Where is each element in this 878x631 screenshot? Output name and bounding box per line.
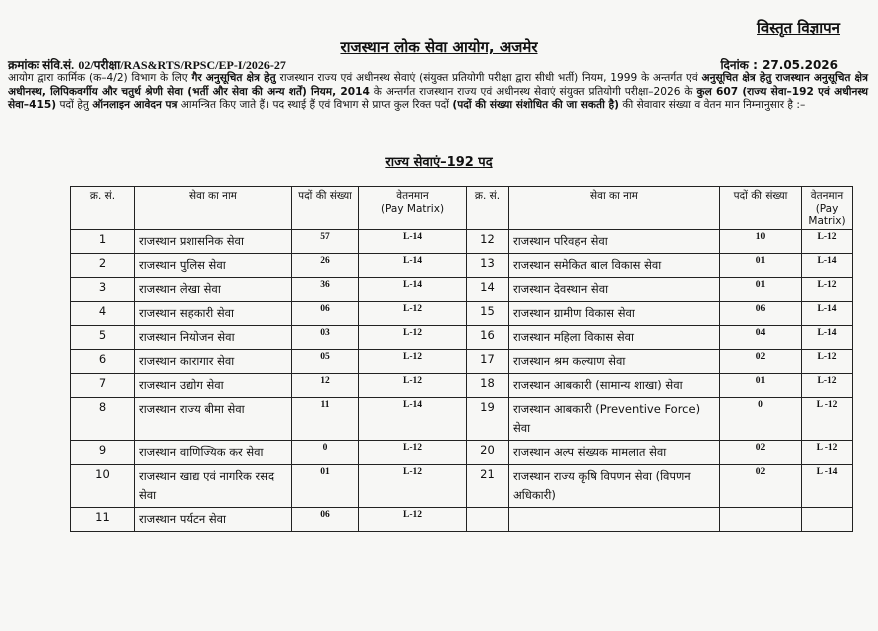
header-sn: क्र. सं. [467,187,509,230]
cell-pay: L-12 [359,508,467,532]
cell-sn: 10 [71,465,135,508]
cell-posts: 01 [292,465,359,508]
header-posts: पदों की संख्या [292,187,359,230]
intro-text: आमन्त्रित किए जाते हैं। पद स्थाई हैं एवं विभाग से प्राप्त कुल रिक्त पदों [180,99,449,112]
cell-sn: 9 [71,441,135,465]
cell-pay: L -12 [802,398,853,441]
table-row [71,374,853,398]
table-row [71,302,853,326]
intro-text: के अन्तर्गत राजस्थान राज्य एवं अधीनस्थ सेवाएं संयुक्त प्रतियोगी परीक्षा–2026 के [373,85,693,98]
cell-service-name: राजस्थान श्रम कल्याण सेवा [509,350,720,374]
cell-sn: 7 [71,374,135,398]
table-row [71,441,853,465]
cell-sn: 2 [71,254,135,278]
commission-title: राजस्थान लोक सेवा आयोग, अजमेर [340,38,538,56]
cell-sn: 6 [71,350,135,374]
cell-posts [720,508,802,532]
header-pay-label: वेतनमान [396,190,429,202]
table-row [71,350,853,374]
cell-sn: 17 [467,350,509,374]
cell-service-name: राजस्थान समेकित बाल विकास सेवा [509,254,720,278]
cell-service-name: राजस्थान देवस्थान सेवा [509,278,720,302]
section-title: राज्य सेवाएं–192 पद [385,155,493,170]
cell-posts: 10 [720,230,802,254]
cell-pay: L-14 [802,254,853,278]
cell-posts: 01 [720,278,802,302]
posts-table [70,186,853,532]
cell-pay: L-14 [359,230,467,254]
intro-bold: ऑनलाइन आवेदन पत्र [92,99,178,112]
table-row [71,465,853,508]
cell-service-name: राजस्थान ग्रामीण विकास सेवा [509,302,720,326]
intro-bold: अनुसूचित क्षेत्र हेतु राजस्थान अनुसूचित क्षेत्र अधीनस्थ, लिपिकवर्गीय और चतुर्थ श्रेणी सेवा (भर्ती और सेवा की अन्य शर्तें) नियम, 2014 [8,72,868,98]
cell-pay: L-14 [359,278,467,302]
cell-sn: 1 [71,230,135,254]
cell-posts: 11 [292,398,359,441]
intro-bold: कुल 607 (राज्य सेवा–192 एवं अधीनस्थ सेवा–415) [8,85,869,112]
header-sn: क्र. सं. [71,187,135,230]
cell-pay: L-14 [359,398,467,441]
intro-bold: गैर अनुसूचित क्षेत्र हेतु [191,72,276,84]
table-row [71,326,853,350]
cell-service-name: राजस्थान राज्य कृषि विपणन सेवा (विपणन अधिकारी) [509,465,720,508]
cell-posts: 06 [720,302,802,326]
cell-posts: 02 [720,350,802,374]
header-pay [359,187,467,230]
cell-sn: 12 [467,230,509,254]
cell-service-name: राजस्थान राज्य बीमा सेवा [135,398,292,441]
cell-pay: L -12 [802,441,853,465]
cell-pay: L-12 [359,465,467,508]
cell-pay: L-12 [359,350,467,374]
table-row [71,230,853,254]
cell-posts: 0 [720,398,802,441]
cell-service-name: राजस्थान महिला विकास सेवा [509,326,720,350]
intro-bold: (पदों की संख्या संशोधित की जा सकती है) [452,99,619,112]
table-row [71,508,853,532]
cell-service-name: राजस्थान पर्यटन सेवा [135,508,292,532]
cell-pay: L-12 [359,374,467,398]
cell-posts: 02 [720,441,802,465]
cell-service-name: राजस्थान सहकारी सेवा [135,302,292,326]
cell-sn: 16 [467,326,509,350]
cell-posts: 26 [292,254,359,278]
reference-line [8,56,286,73]
cell-posts: 05 [292,350,359,374]
cell-posts: 0 [292,441,359,465]
cell-pay [802,508,853,532]
cell-sn: 20 [467,441,509,465]
cell-pay: L-12 [359,302,467,326]
date-line [720,56,838,73]
cell-posts: 03 [292,326,359,350]
cell-pay: L -14 [802,465,853,508]
cell-pay: L-12 [359,326,467,350]
cell-service-name [509,508,720,532]
cell-sn: 19 [467,398,509,441]
table-row [71,254,853,278]
cell-pay: L-14 [802,326,853,350]
cell-service-name: राजस्थान कारागार सेवा [135,350,292,374]
cell-service-name: राजस्थान पुलिस सेवा [135,254,292,278]
cell-posts: 02 [720,465,802,508]
header-pay-sub: (Pay Matrix) [808,203,846,227]
header-pay-label: वेतनमान [810,190,844,202]
cell-pay: L-12 [802,230,853,254]
intro-text: राजस्थान राज्य एवं अधीनस्थ सेवाएं (संयुक्त प्रतियोगी परीक्षा द्वारा सीधी भर्ती) नियम, 1999 के अन्तर्गत एवं [279,72,698,84]
cell-service-name: राजस्थान उद्योग सेवा [135,374,292,398]
intro-paragraph [8,72,868,113]
cell-posts: 06 [292,508,359,532]
cell-posts: 12 [292,374,359,398]
cell-service-name: राजस्थान अल्प संख्यक मामलात सेवा [509,441,720,465]
cell-sn: 21 [467,465,509,508]
cell-pay: L-12 [359,441,467,465]
cell-service-name: राजस्थान आबकारी (Preventive Force) सेवा [509,398,720,441]
table-row [71,398,853,441]
reference-number: 02/परीक्षा/RAS&RTS/RPSC/EP-I/2026-27 [78,58,286,72]
cell-pay: L-12 [802,278,853,302]
cell-sn: 8 [71,398,135,441]
cell-sn: 5 [71,326,135,350]
table-header [71,187,853,230]
cell-pay: L-12 [802,374,853,398]
header-pay-sub: (Pay Matrix) [380,203,445,215]
cell-service-name: राजस्थान प्रशासनिक सेवा [135,230,292,254]
cell-sn: 4 [71,302,135,326]
cell-posts: 06 [292,302,359,326]
intro-text: पदों हेतु [59,99,89,112]
cell-sn: 14 [467,278,509,302]
header-service: सेवा का नाम [135,187,292,230]
cell-service-name: राजस्थान आबकारी (सामान्य शाखा) सेवा [509,374,720,398]
cell-service-name: राजस्थान लेखा सेवा [135,278,292,302]
cell-service-name: राजस्थान परिवहन सेवा [509,230,720,254]
cell-posts: 04 [720,326,802,350]
cell-sn [467,508,509,532]
cell-pay: L-14 [359,254,467,278]
header-posts: पदों की संख्या [720,187,802,230]
cell-service-name: राजस्थान वाणिज्यिक कर सेवा [135,441,292,465]
notice-type-heading: विस्तृत विज्ञापन [757,19,840,37]
intro-text: की सेवावार संख्या व वेतन मान निम्नानुसार है :– [622,99,806,112]
cell-sn: 13 [467,254,509,278]
cell-service-name: राजस्थान नियोजन सेवा [135,326,292,350]
cell-service-name: राजस्थान खाद्य एवं नागरिक रसद सेवा [135,465,292,508]
header-service: सेवा का नाम [509,187,720,230]
date-value: 27.05.2026 [762,58,838,72]
cell-pay: L-14 [802,302,853,326]
cell-posts: 36 [292,278,359,302]
intro-text: आयोग द्वारा कार्मिक (क–4/2) विभाग के लिए [8,72,188,84]
cell-sn: 18 [467,374,509,398]
cell-pay: L-12 [802,350,853,374]
cell-posts: 01 [720,374,802,398]
cell-sn: 15 [467,302,509,326]
cell-sn: 3 [71,278,135,302]
cell-posts: 57 [292,230,359,254]
cell-sn: 11 [71,508,135,532]
table-row [71,278,853,302]
reference-label: क्रमांकः संवि.सं. [8,58,75,72]
cell-posts: 01 [720,254,802,278]
date-label: दिनांक : [720,58,758,72]
header-pay [802,187,853,230]
